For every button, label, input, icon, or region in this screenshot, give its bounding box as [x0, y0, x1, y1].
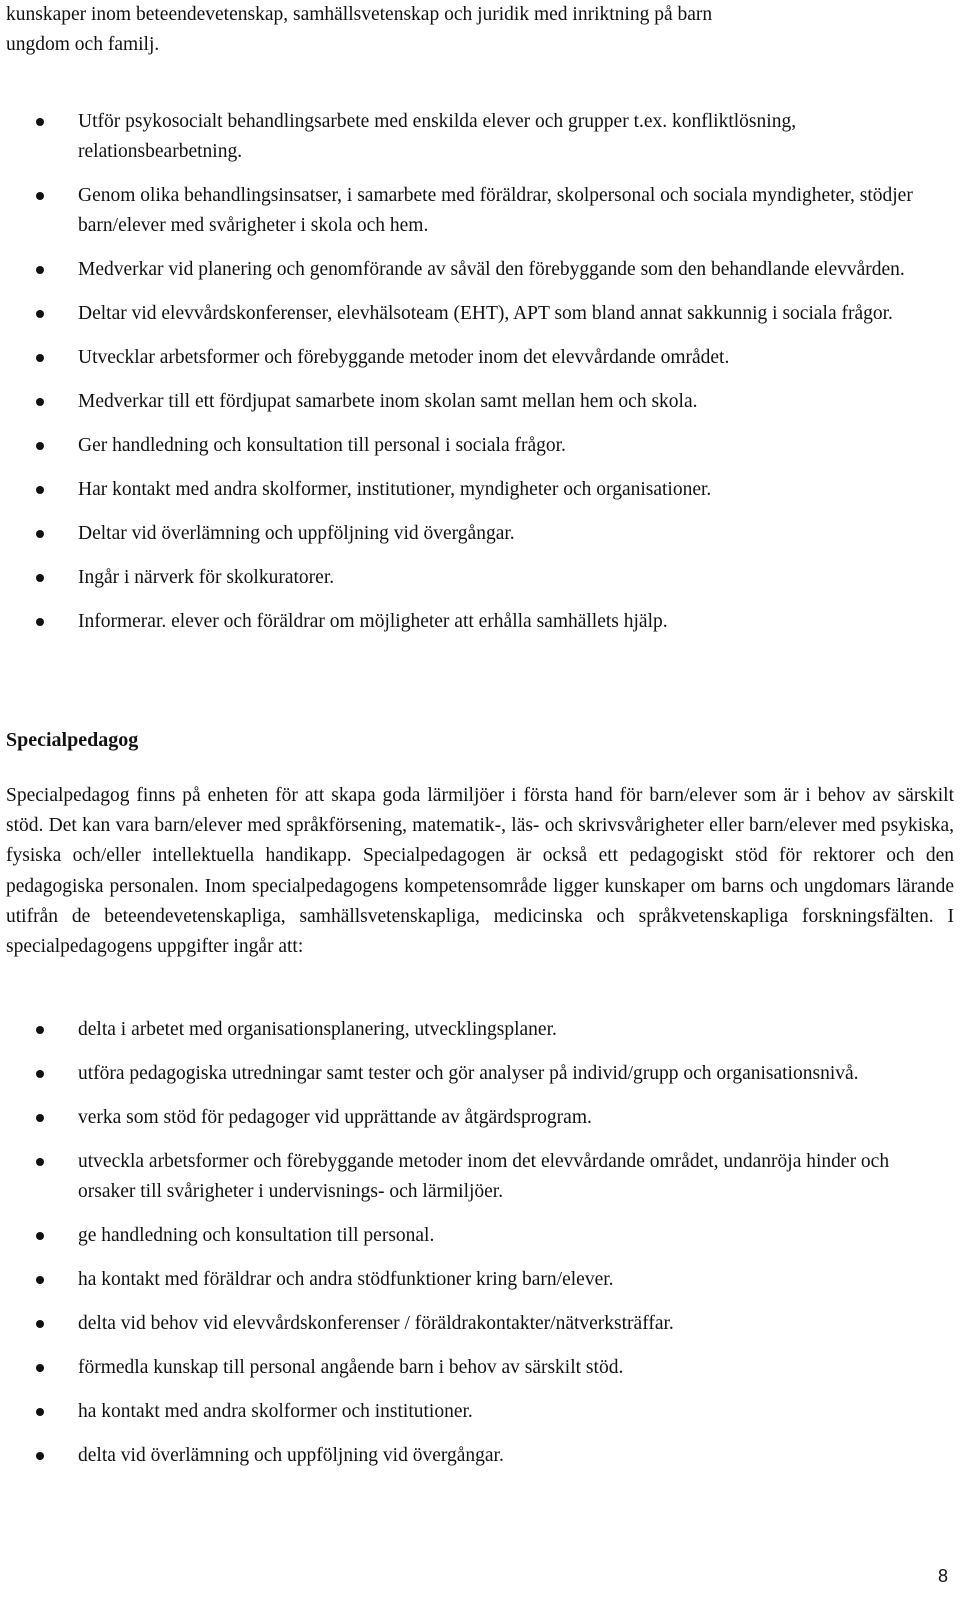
list-item-text: Har kontakt med andra skolformer, institutioner, myndigheter och organisationer.: [78, 479, 712, 500]
list-item-text: Utvecklar arbetsformer och förebyggande metoder inom det elevvårdande området.: [78, 347, 730, 368]
bullet-icon: [36, 618, 44, 626]
list-item: [0, 1103, 960, 1133]
tasks-list: [0, 1015, 960, 1485]
list-item-text: ge handledning och konsultation till personal.: [78, 1225, 435, 1246]
bullet-icon: [36, 398, 44, 406]
bullet-icon: [36, 574, 44, 582]
bullet-icon: [36, 442, 44, 450]
bullet-icon: [36, 486, 44, 494]
list-item: [0, 1221, 960, 1251]
bullet-icon: [36, 192, 44, 200]
bullet-icon: [36, 1452, 44, 1460]
bullet-icon: [36, 1276, 44, 1284]
list-item: [0, 475, 960, 505]
list-item-text: ha kontakt med föräldrar och andra stödfunktioner kring barn/elever.: [78, 1269, 614, 1290]
list-item: [0, 1441, 960, 1471]
list-item: [0, 255, 960, 285]
bullet-icon: [36, 1070, 44, 1078]
list-item-text: Deltar vid elevvårdskonferenser, elevhälsoteam (EHT), APT som bland annat sakkunnig i sociala frågor.: [78, 303, 893, 324]
list-item-text: förmedla kunskap till personal angående barn i behov av särskilt stöd.: [78, 1357, 624, 1378]
list-item: [0, 1397, 960, 1427]
list-item-text: delta vid behov vid elevvårdskonferenser / föräldrakontakter/nätverksträffar.: [78, 1313, 674, 1334]
list-item-text: Medverkar till ett fördjupat samarbete inom skolan samt mellan hem och skola.: [78, 391, 698, 412]
list-item-text: utveckla arbetsformer och förebyggande metoder inom det elevvårdande området, undanröja hinder och orsaker till svårigheter i undervisnings- och lärmiljöer.: [78, 1151, 890, 1202]
bullet-icon: [36, 1232, 44, 1240]
list-item-text: verka som stöd för pedagoger vid upprättande av åtgärdsprogram.: [78, 1107, 592, 1128]
list-item: [0, 1265, 960, 1295]
bullet-icon: [36, 266, 44, 274]
list-item-text: Medverkar vid planering och genomförande av såväl den förebyggande som den behandlande elevvården.: [78, 259, 905, 280]
bullet-icon: [36, 1114, 44, 1122]
section-heading: Specialpedagog: [6, 729, 139, 751]
list-item-text: ha kontakt med andra skolformer och institutioner.: [78, 1401, 473, 1422]
list-item-text: Informerar. elever och föräldrar om möjligheter att erhålla samhällets hjälp.: [78, 611, 668, 632]
list-item: [0, 181, 960, 241]
list-item-text: delta i arbetet med organisationsplanering, utvecklingsplaner.: [78, 1019, 557, 1040]
list-item-text: Utför psykosocialt behandlingsarbete med enskilda elever och grupper t.ex. konfliktlösning, relationsbearbetning.: [78, 111, 797, 162]
list-item: [0, 299, 960, 329]
bullet-icon: [36, 310, 44, 318]
list-item-text: Genom olika behandlingsinsatser, i samarbete med föräldrar, skolpersonal och sociala myndigheter, stödjer barn/elever med svårigheter i skola och hem.: [78, 185, 913, 236]
list-item-text: Ger handledning och konsultation till personal i sociala frågor.: [78, 435, 566, 456]
list-item: [0, 343, 960, 373]
page-number: 8: [937, 1566, 948, 1586]
bullet-icon: [36, 1320, 44, 1328]
list-item: [0, 519, 960, 549]
intro-line: ungdom och familj.: [6, 34, 160, 55]
list-item-text: Deltar vid överlämning och uppföljning vid övergångar.: [78, 523, 515, 544]
list-item: [0, 107, 960, 167]
list-item: [0, 1353, 960, 1383]
intro-line: kunskaper inom beteendevetenskap, samhällsvetenskap och juridik med inriktning på barn: [6, 4, 713, 25]
list-item-text: delta vid överlämning och uppföljning vid övergångar.: [78, 1445, 504, 1466]
bullet-icon: [36, 1158, 44, 1166]
list-item: [0, 563, 960, 593]
bullet-icon: [36, 354, 44, 362]
bullet-icon: [36, 1408, 44, 1416]
bullet-icon: [36, 530, 44, 538]
list-item: [0, 1015, 960, 1045]
list-item-text: utföra pedagogiska utredningar samt tester och gör analyser på individ/grupp och organisationsnivå.: [78, 1063, 859, 1084]
list-item-text: Ingår i närverk för skolkuratorer.: [78, 567, 335, 588]
bullet-icon: [36, 1026, 44, 1034]
duties-list: [0, 107, 960, 651]
list-item: [0, 387, 960, 417]
list-item: [0, 1309, 960, 1339]
bullet-icon: [36, 118, 44, 126]
list-item: [0, 1059, 960, 1089]
intro-paragraph: [6, 0, 956, 60]
list-item: [0, 431, 960, 461]
list-item: [0, 1147, 960, 1207]
list-item: [0, 607, 960, 637]
bullet-icon: [36, 1364, 44, 1372]
section-paragraph: Specialpedagog finns på enheten för att skapa goda lärmiljöer i första hand för barn/elever som är i behov av särskilt stöd. Det kan vara barn/elever med språkförsening, matematik-, läs- och skrivsvårigheter eller barn/elever med psykiska, fysiska och/eller intellektuella handikapp. Specialpedagogen är också ett pedagogiskt stöd för rektorer och den pedagogiska personalen. Inom specialpedagogens kompetensområde ligger kunskaper om barns och ungdomars lärande utifrån de beteendevetenskapliga, samhällsvetenskapliga, medicinska och språkvetenskapliga forskningsfälten. I specialpedagogens uppgifter ingår att:: [6, 785, 954, 958]
